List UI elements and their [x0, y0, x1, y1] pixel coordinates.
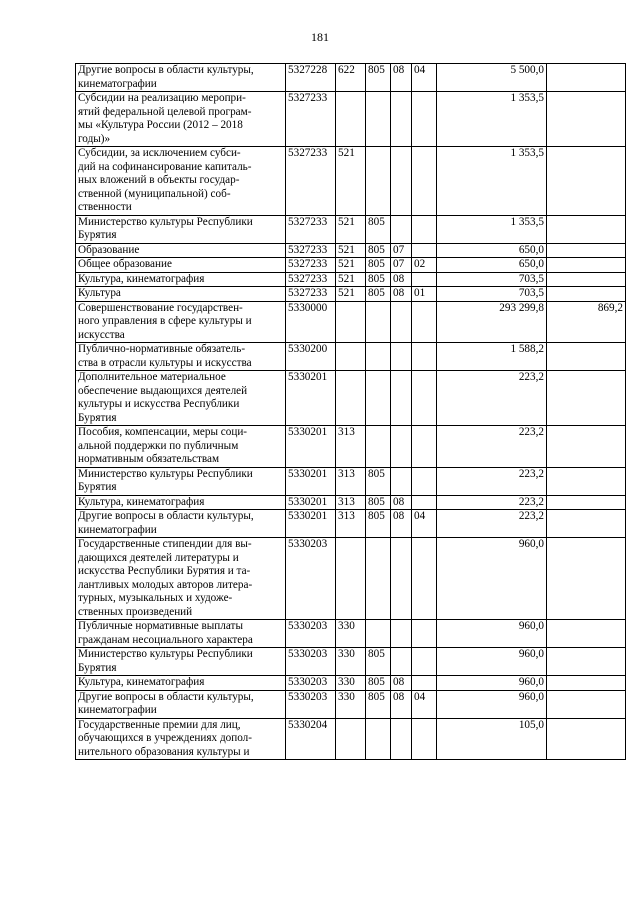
row-sum-cell: 223,2 — [437, 467, 547, 495]
row-subsection-cell — [412, 718, 437, 760]
row-section-cell: 08 — [391, 676, 412, 691]
row-extra-cell — [547, 510, 626, 538]
row-name-cell: Другие вопросы в области культуры, кинематографии — [76, 64, 286, 92]
row-name-cell: Культура, кинематография — [76, 676, 286, 691]
row-expense-type-cell: 313 — [336, 426, 366, 468]
row-code-cell: 5327233 — [286, 287, 336, 302]
row-code-cell: 5330201 — [286, 426, 336, 468]
table-row — [76, 64, 626, 92]
row-section-cell: 08 — [391, 64, 412, 92]
table-row — [76, 371, 626, 426]
row-subsection-cell — [412, 243, 437, 258]
row-sum-cell: 293 299,8 — [437, 301, 547, 343]
row-grbs-cell: 805 — [366, 648, 391, 676]
row-name-cell: Государственные премии для лиц, обучающихся в учреждениях допол- нительного образования культуры и — [76, 718, 286, 760]
row-grbs-cell: 805 — [366, 510, 391, 538]
row-section-cell — [391, 147, 412, 216]
row-expense-type-cell — [336, 718, 366, 760]
row-grbs-cell: 805 — [366, 676, 391, 691]
row-subsection-cell — [412, 215, 437, 243]
row-code-cell: 5327233 — [286, 92, 336, 147]
row-section-cell — [391, 343, 412, 371]
row-extra-cell — [547, 147, 626, 216]
row-sum-cell: 223,2 — [437, 510, 547, 538]
row-code-cell: 5327233 — [286, 147, 336, 216]
row-code-cell: 5330201 — [286, 467, 336, 495]
table-row — [76, 343, 626, 371]
row-section-cell — [391, 426, 412, 468]
row-name-cell: Публично-нормативные обязатель- ства в отрасли культуры и искусства — [76, 343, 286, 371]
row-sum-cell: 223,2 — [437, 426, 547, 468]
row-name-cell: Другие вопросы в области культуры, кинематографии — [76, 690, 286, 718]
row-name-cell: Министерство культуры Республики Бурятия — [76, 648, 286, 676]
row-expense-type-cell: 521 — [336, 272, 366, 287]
row-name-cell: Культура — [76, 287, 286, 302]
row-code-cell: 5330203 — [286, 620, 336, 648]
row-sum-cell: 960,0 — [437, 648, 547, 676]
table-row — [76, 467, 626, 495]
row-section-cell: 08 — [391, 272, 412, 287]
row-expense-type-cell — [336, 538, 366, 620]
row-sum-cell: 1 353,5 — [437, 147, 547, 216]
row-subsection-cell — [412, 495, 437, 510]
row-subsection-cell — [412, 272, 437, 287]
row-extra-cell — [547, 371, 626, 426]
table-row — [76, 92, 626, 147]
row-sum-cell: 1 588,2 — [437, 343, 547, 371]
row-grbs-cell: 805 — [366, 690, 391, 718]
row-grbs-cell — [366, 718, 391, 760]
table-row — [76, 301, 626, 343]
row-code-cell: 5327233 — [286, 272, 336, 287]
row-subsection-cell — [412, 92, 437, 147]
table-row — [76, 676, 626, 691]
row-expense-type-cell: 622 — [336, 64, 366, 92]
row-subsection-cell — [412, 620, 437, 648]
row-grbs-cell: 805 — [366, 64, 391, 92]
row-name-cell: Министерство культуры Республики Бурятия — [76, 467, 286, 495]
row-sum-cell: 703,5 — [437, 287, 547, 302]
row-grbs-cell — [366, 426, 391, 468]
row-grbs-cell: 805 — [366, 215, 391, 243]
row-subsection-cell: 04 — [412, 510, 437, 538]
row-expense-type-cell: 521 — [336, 258, 366, 273]
table-row — [76, 690, 626, 718]
table-row — [76, 426, 626, 468]
row-section-cell: 07 — [391, 258, 412, 273]
row-subsection-cell — [412, 467, 437, 495]
row-code-cell: 5330200 — [286, 343, 336, 371]
row-section-cell: 07 — [391, 243, 412, 258]
table-row — [76, 648, 626, 676]
row-code-cell: 5330201 — [286, 371, 336, 426]
row-subsection-cell — [412, 371, 437, 426]
row-sum-cell: 1 353,5 — [437, 92, 547, 147]
row-extra-cell — [547, 538, 626, 620]
row-expense-type-cell: 313 — [336, 467, 366, 495]
table-row — [76, 272, 626, 287]
page-number: 181 — [311, 30, 329, 44]
row-subsection-cell: 04 — [412, 690, 437, 718]
row-subsection-cell: 01 — [412, 287, 437, 302]
row-section-cell: 08 — [391, 287, 412, 302]
budget-table-body — [76, 64, 626, 760]
row-expense-type-cell — [336, 92, 366, 147]
row-sum-cell: 960,0 — [437, 538, 547, 620]
row-section-cell — [391, 371, 412, 426]
row-code-cell: 5330201 — [286, 495, 336, 510]
row-sum-cell: 223,2 — [437, 371, 547, 426]
row-subsection-cell: 04 — [412, 64, 437, 92]
row-grbs-cell — [366, 343, 391, 371]
table-row — [76, 510, 626, 538]
row-subsection-cell — [412, 147, 437, 216]
row-section-cell — [391, 92, 412, 147]
row-expense-type-cell: 313 — [336, 495, 366, 510]
row-name-cell: Публичные нормативные выплаты гражданам несоциального характера — [76, 620, 286, 648]
row-expense-type-cell: 521 — [336, 147, 366, 216]
row-extra-cell — [547, 426, 626, 468]
row-expense-type-cell: 313 — [336, 510, 366, 538]
row-name-cell: Субсидии, за исключением субси- дий на софинансирование капиталь- ных вложений в объекты государ- ственной (муниципальной) соб- ственности — [76, 147, 286, 216]
row-expense-type-cell: 521 — [336, 243, 366, 258]
row-grbs-cell: 805 — [366, 467, 391, 495]
table-row — [76, 538, 626, 620]
row-grbs-cell: 805 — [366, 258, 391, 273]
row-grbs-cell — [366, 92, 391, 147]
table-row — [76, 718, 626, 760]
row-name-cell: Государственные стипендии для вы- дающихся деятелей литературы и искусства Республики Бурятия и та- лантливых молодых авторов литера- турных, музыкальных и художе- ственных произведений — [76, 538, 286, 620]
row-section-cell — [391, 301, 412, 343]
row-grbs-cell: 805 — [366, 272, 391, 287]
table-row — [76, 243, 626, 258]
row-extra-cell — [547, 495, 626, 510]
row-sum-cell: 1 353,5 — [437, 215, 547, 243]
row-code-cell: 5327228 — [286, 64, 336, 92]
row-extra-cell — [547, 343, 626, 371]
row-grbs-cell — [366, 147, 391, 216]
row-code-cell: 5327233 — [286, 258, 336, 273]
row-code-cell: 5330204 — [286, 718, 336, 760]
row-subsection-cell — [412, 648, 437, 676]
row-expense-type-cell: 330 — [336, 676, 366, 691]
row-section-cell — [391, 620, 412, 648]
row-subsection-cell — [412, 538, 437, 620]
row-sum-cell: 650,0 — [437, 243, 547, 258]
row-code-cell: 5330203 — [286, 690, 336, 718]
table-row — [76, 258, 626, 273]
row-expense-type-cell: 330 — [336, 690, 366, 718]
row-extra-cell — [547, 718, 626, 760]
row-extra-cell — [547, 690, 626, 718]
table-row — [76, 620, 626, 648]
row-expense-type-cell — [336, 301, 366, 343]
row-expense-type-cell: 330 — [336, 620, 366, 648]
row-extra-cell — [547, 92, 626, 147]
row-name-cell: Министерство культуры Республики Бурятия — [76, 215, 286, 243]
row-code-cell: 5327233 — [286, 215, 336, 243]
row-section-cell — [391, 467, 412, 495]
row-code-cell: 5327233 — [286, 243, 336, 258]
table-row — [76, 215, 626, 243]
row-extra-cell: 869,2 — [547, 301, 626, 343]
row-code-cell: 5330203 — [286, 538, 336, 620]
row-name-cell: Дополнительное материальное обеспечение выдающихся деятелей культуры и искусства Республики Бурятия — [76, 371, 286, 426]
row-sum-cell: 5 500,0 — [437, 64, 547, 92]
row-section-cell — [391, 718, 412, 760]
table-row — [76, 147, 626, 216]
row-grbs-cell — [366, 371, 391, 426]
row-name-cell: Другие вопросы в области культуры, кинематографии — [76, 510, 286, 538]
row-extra-cell — [547, 272, 626, 287]
row-section-cell: 08 — [391, 510, 412, 538]
row-extra-cell — [547, 467, 626, 495]
row-section-cell: 08 — [391, 690, 412, 718]
row-section-cell — [391, 215, 412, 243]
row-name-cell: Образование — [76, 243, 286, 258]
table-row — [76, 287, 626, 302]
budget-table — [75, 63, 626, 760]
row-subsection-cell — [412, 676, 437, 691]
row-expense-type-cell — [336, 343, 366, 371]
row-sum-cell: 105,0 — [437, 718, 547, 760]
row-sum-cell: 960,0 — [437, 620, 547, 648]
row-extra-cell — [547, 215, 626, 243]
row-section-cell — [391, 538, 412, 620]
row-extra-cell — [547, 64, 626, 92]
row-sum-cell: 650,0 — [437, 258, 547, 273]
row-name-cell: Культура, кинематография — [76, 495, 286, 510]
row-sum-cell: 223,2 — [437, 495, 547, 510]
row-expense-type-cell: 521 — [336, 287, 366, 302]
row-code-cell: 5330201 — [286, 510, 336, 538]
row-expense-type-cell: 330 — [336, 648, 366, 676]
row-code-cell: 5330203 — [286, 648, 336, 676]
row-subsection-cell: 02 — [412, 258, 437, 273]
row-name-cell: Общее образование — [76, 258, 286, 273]
row-section-cell — [391, 648, 412, 676]
row-extra-cell — [547, 648, 626, 676]
row-subsection-cell — [412, 426, 437, 468]
row-sum-cell: 960,0 — [437, 676, 547, 691]
row-name-cell: Культура, кинематография — [76, 272, 286, 287]
row-grbs-cell — [366, 620, 391, 648]
row-extra-cell — [547, 620, 626, 648]
row-extra-cell — [547, 676, 626, 691]
row-extra-cell — [547, 243, 626, 258]
row-grbs-cell: 805 — [366, 243, 391, 258]
row-grbs-cell: 805 — [366, 495, 391, 510]
row-subsection-cell — [412, 301, 437, 343]
row-subsection-cell — [412, 343, 437, 371]
row-name-cell: Совершенствование государствен- ного управления в сфере культуры и искусства — [76, 301, 286, 343]
table-row — [76, 495, 626, 510]
row-grbs-cell — [366, 538, 391, 620]
row-section-cell: 08 — [391, 495, 412, 510]
row-extra-cell — [547, 287, 626, 302]
row-name-cell: Субсидии на реализацию меропри- ятий федеральной целевой програм- мы «Культура России (2012 – 2018 годы)» — [76, 92, 286, 147]
row-expense-type-cell — [336, 371, 366, 426]
row-grbs-cell: 805 — [366, 287, 391, 302]
row-extra-cell — [547, 258, 626, 273]
row-sum-cell: 703,5 — [437, 272, 547, 287]
row-code-cell: 5330000 — [286, 301, 336, 343]
row-code-cell: 5330203 — [286, 676, 336, 691]
row-sum-cell: 960,0 — [437, 690, 547, 718]
row-grbs-cell — [366, 301, 391, 343]
row-name-cell: Пособия, компенсации, меры соци- альной поддержки по публичным нормативным обязательствам — [76, 426, 286, 468]
row-expense-type-cell: 521 — [336, 215, 366, 243]
